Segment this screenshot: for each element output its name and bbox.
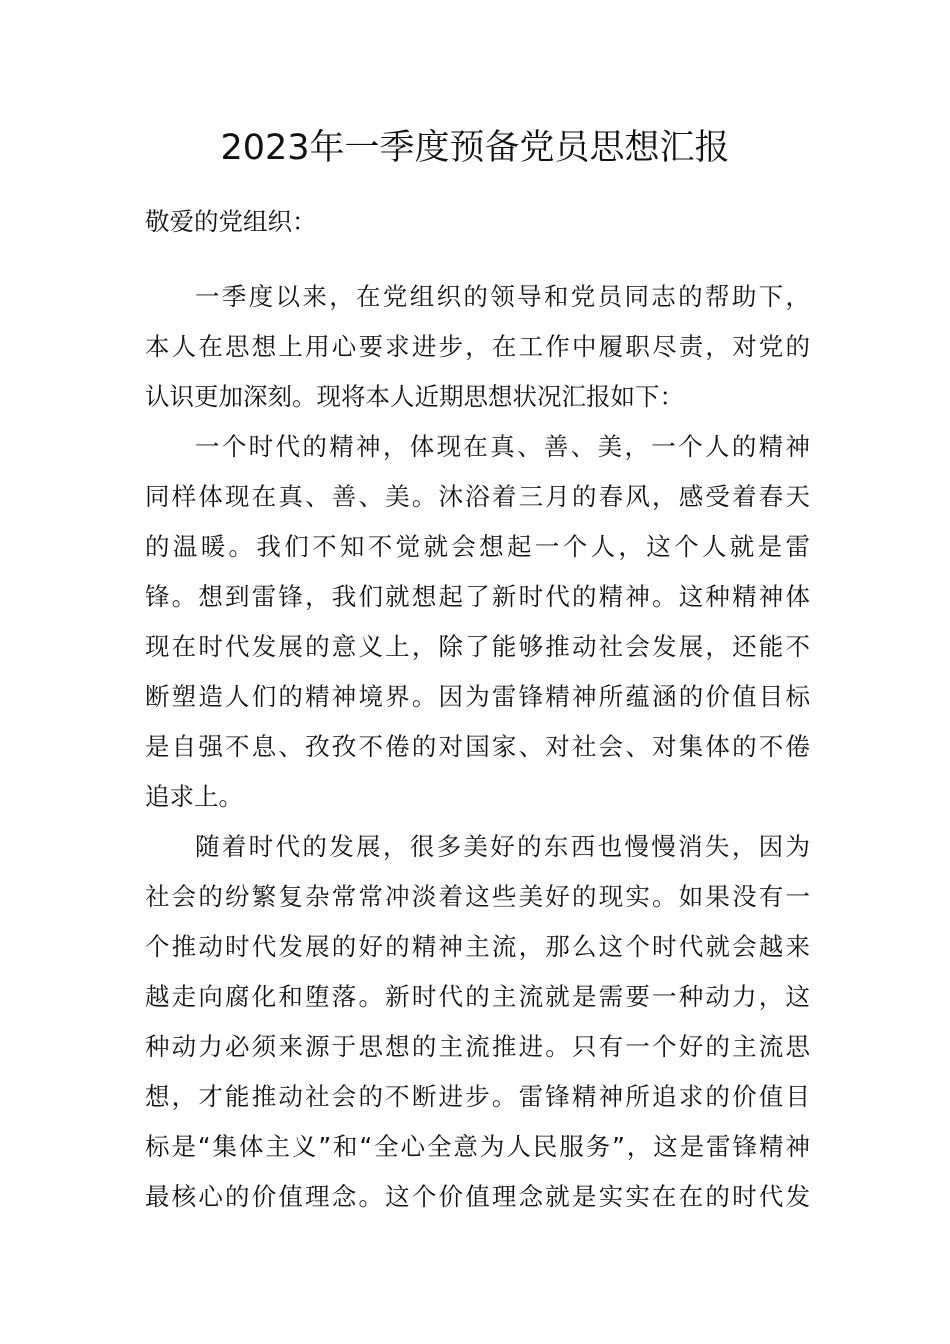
paragraph-3-line-6: 想，才能推动社会的不断进步。雷锋精神所追求的价值目 [145, 1082, 810, 1111]
paragraph-3-line-4: 越走向腐化和堕落。新时代的主流就是需要一种动力，这 [145, 982, 810, 1011]
paragraph-2-line-2: 同样体现在真、善、美。沐浴着三月的春风，感受着春天 [145, 482, 810, 511]
paragraph-3-line-1: 随着时代的发展，很多美好的东西也慢慢消失，因为 [195, 832, 810, 861]
salutation-line: 敬爱的党组织： [145, 207, 317, 236]
paragraph-1-line-3: 认识更加深刻。现将本人近期思想状况汇报如下： [145, 382, 684, 411]
paragraph-2-line-5: 现在时代发展的意义上，除了能够推动社会发展，还能不 [145, 632, 810, 661]
paragraph-2-line-8: 追求上。 [145, 782, 243, 811]
paragraph-3-line-7: 标是“集体主义”和“全心全意为人民服务”，这是雷锋精神 [145, 1132, 810, 1161]
paragraph-3-line-2: 社会的纷繁复杂常常冲淡着这些美好的现实。如果没有一 [145, 882, 810, 911]
paragraph-3-line-8: 最核心的价值理念。这个价值理念就是实实在在的时代发 [145, 1182, 810, 1211]
paragraph-2-line-4: 锋。想到雷锋，我们就想起了新时代的精神。这种精神体 [145, 582, 810, 611]
paragraph-1-line-2: 本人在思想上用心要求进步，在工作中履职尽责，对党的 [145, 332, 810, 361]
document-title: 2023年一季度预备党员思想汇报 [220, 128, 730, 168]
paragraph-2-line-3: 的温暖。我们不知不觉就会想起一个人，这个人就是雷 [145, 532, 810, 561]
paragraph-2-line-6: 断塑造人们的精神境界。因为雷锋精神所蕴涵的价值目标 [145, 682, 810, 711]
paragraph-2-line-7: 是自强不息、孜孜不倦的对国家、对社会、对集体的不倦 [145, 732, 810, 761]
paragraph-3-line-3: 个推动时代发展的好的精神主流，那么这个时代就会越来 [145, 932, 810, 961]
paragraph-3-line-5: 种动力必须来源于思想的主流推进。只有一个好的主流思 [145, 1032, 810, 1061]
paragraph-2-line-1: 一个时代的精神，体现在真、善、美，一个人的精神 [195, 432, 810, 461]
paragraph-1-line-1: 一季度以来，在党组织的领导和党员同志的帮助下， [195, 282, 810, 311]
